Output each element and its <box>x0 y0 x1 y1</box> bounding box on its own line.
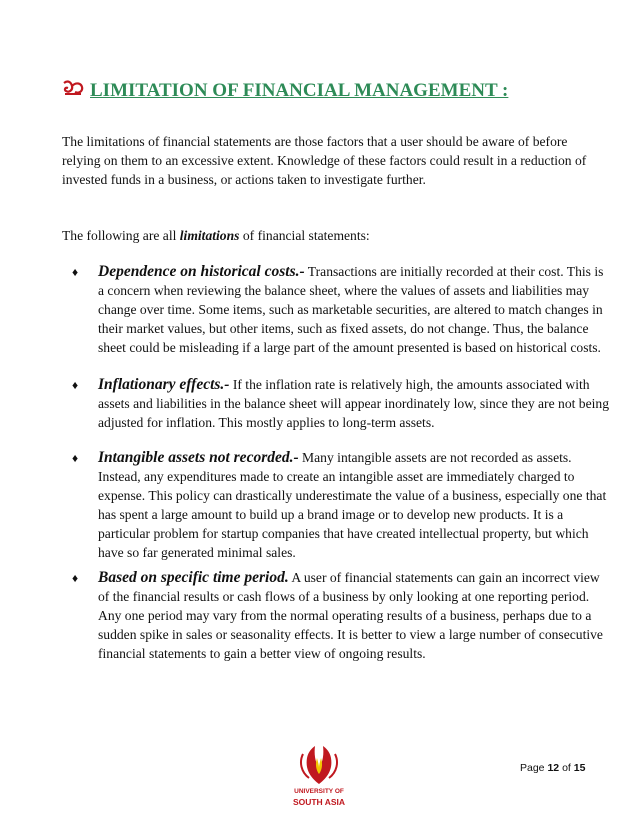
diamond-bullet-icon: ♦ <box>72 378 79 392</box>
page-label: Page <box>520 762 545 774</box>
bullet-title: Inflationary effects.- <box>98 376 230 393</box>
bullet-text: A user of financial statements can gain an incorrect view of the financial results or cash flows of a business by only looking at one reporting period. Any one period may vary from the normal operating results of a business, perhaps due to a sudden spike in sales or seasonality effects. It is better to view a large number of consecutive financial statements to gain a better view of ongoing results. <box>98 570 603 661</box>
bullet-text: Many intangible assets are not recorded as assets. Instead, any expenditures made to create an intangible asset are immediately charged to expense. This policy can drastically underestimate the value of a business, especially one that has spent a large amount to build up a brand image or to develop new products. It is a particular problem for startup companies that have created intellectual property, but which have so far generated minimal sales. <box>98 450 607 560</box>
total-pages: 15 <box>573 762 586 774</box>
diamond-bullet-icon: ♦ <box>72 451 79 465</box>
diamond-bullet-icon: ♦ <box>72 571 79 585</box>
list-item <box>72 375 612 432</box>
lead-keyword: limitations <box>179 228 240 243</box>
flame-emblem-icon <box>281 744 357 790</box>
page-number <box>520 762 585 774</box>
logo-line-1: UNIVERSITY OF <box>294 788 344 795</box>
current-page: 12 <box>547 762 560 774</box>
diamond-bullet-icon: ♦ <box>72 265 79 279</box>
intro-paragraph: The limitations of financial statements are those factors that a user should be aware of before relying on them to an excessive extent. Knowledge of these factors could result in a reduction of invested funds in a business, or actions taken to investigate further. <box>62 134 587 187</box>
heading-title: LIMITATION OF FINANCIAL MANAGEMENT : <box>90 80 509 101</box>
page-heading <box>62 80 622 102</box>
lead-sentence <box>62 226 607 245</box>
list-item <box>72 568 612 663</box>
bullet-text: Transactions are initially recorded at their cost. This is a concern when reviewing the balance sheet, where the values of assets and liabilities may change over time. Some items, such as marketable securities, are altered to match changes in their market values, but other items, such as fixed assets, do not change. Thus, the balance sheet could be misleading if a large part of the amount presented is based on historical costs. <box>98 264 604 355</box>
university-logo <box>281 744 357 818</box>
list-item <box>72 262 612 357</box>
bullet-text: If the inflation rate is relatively high, the amounts associated with assets and liabilities in the balance sheet will appear inordinately low, since they are not being adjusted for inflation. This mostly applies to long-term assets. <box>98 377 609 430</box>
bullet-title: Based on specific time period. <box>98 569 289 586</box>
list-item <box>72 448 612 562</box>
decorative-ornament-icon <box>62 80 84 102</box>
of-label: of <box>562 762 571 774</box>
bullet-title: Dependence on historical costs.- <box>98 263 305 280</box>
lead-after: of financial statements: <box>239 228 370 243</box>
logo-line-2: SOUTH ASIA <box>292 797 346 807</box>
lead-before: The following are all <box>62 228 180 243</box>
bullet-title: Intangible assets not recorded.- <box>98 449 299 466</box>
